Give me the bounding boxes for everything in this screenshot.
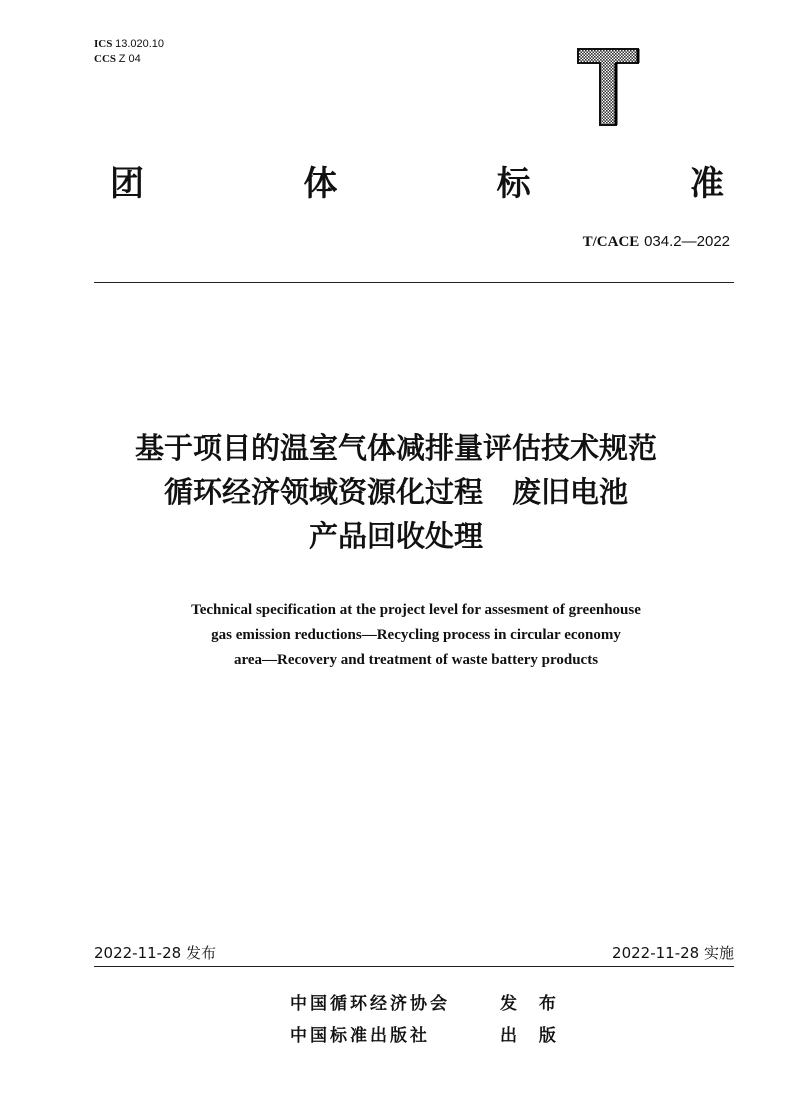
standard-type-char: 体 xyxy=(303,164,338,204)
header-divider xyxy=(94,282,734,283)
implement-date: 2022-11-28 实施 xyxy=(612,944,734,962)
ics-line xyxy=(94,37,164,52)
publisher-row xyxy=(290,1020,564,1052)
issue-date: 2022-11-28 发布 xyxy=(94,944,216,962)
english-title-line: Technical specification at the project level for assesment of greenhouse xyxy=(191,602,641,618)
publisher-action: 发 布 xyxy=(500,994,564,1014)
standard-number xyxy=(583,232,730,251)
standard-number-suffix: 034.2—2022 xyxy=(644,233,730,250)
chinese-title xyxy=(60,426,732,558)
ccs-label: CCS xyxy=(94,53,117,65)
chinese-title-line: 循环经济领域资源化过程 废旧电池 xyxy=(163,475,628,509)
publisher-org: 中国循环经济协会 xyxy=(290,994,450,1014)
classification-codes xyxy=(94,37,164,67)
standard-type-char: 团 xyxy=(110,164,144,204)
publisher-row xyxy=(290,988,564,1020)
english-title-line: gas emission reductions—Recycling process in circular economy xyxy=(211,627,621,643)
publisher-action: 出 版 xyxy=(500,1026,564,1046)
t-standard-logo xyxy=(576,47,640,127)
publisher-block xyxy=(290,988,564,1052)
ccs-line xyxy=(94,52,164,67)
chinese-title-line: 产品回收处理 xyxy=(308,519,483,553)
standard-number-prefix: T/CACE xyxy=(582,234,640,250)
standard-type-char: 标 xyxy=(496,164,531,204)
english-title-line: area—Recovery and treatment of waste battery products xyxy=(233,652,599,668)
ics-code: 13.020.10 xyxy=(115,38,165,50)
ccs-code: Z 04 xyxy=(118,53,141,65)
english-title xyxy=(90,598,742,673)
standard-type-heading xyxy=(104,156,730,202)
chinese-title-line: 基于项目的温室气体减排量评估技术规范 xyxy=(134,431,657,465)
standard-type-char: 准 xyxy=(689,164,724,204)
publisher-org: 中国标准出版社 xyxy=(290,1026,430,1046)
footer-divider xyxy=(94,966,734,967)
ics-label: ICS xyxy=(94,38,113,50)
t-logo-icon xyxy=(576,47,640,127)
